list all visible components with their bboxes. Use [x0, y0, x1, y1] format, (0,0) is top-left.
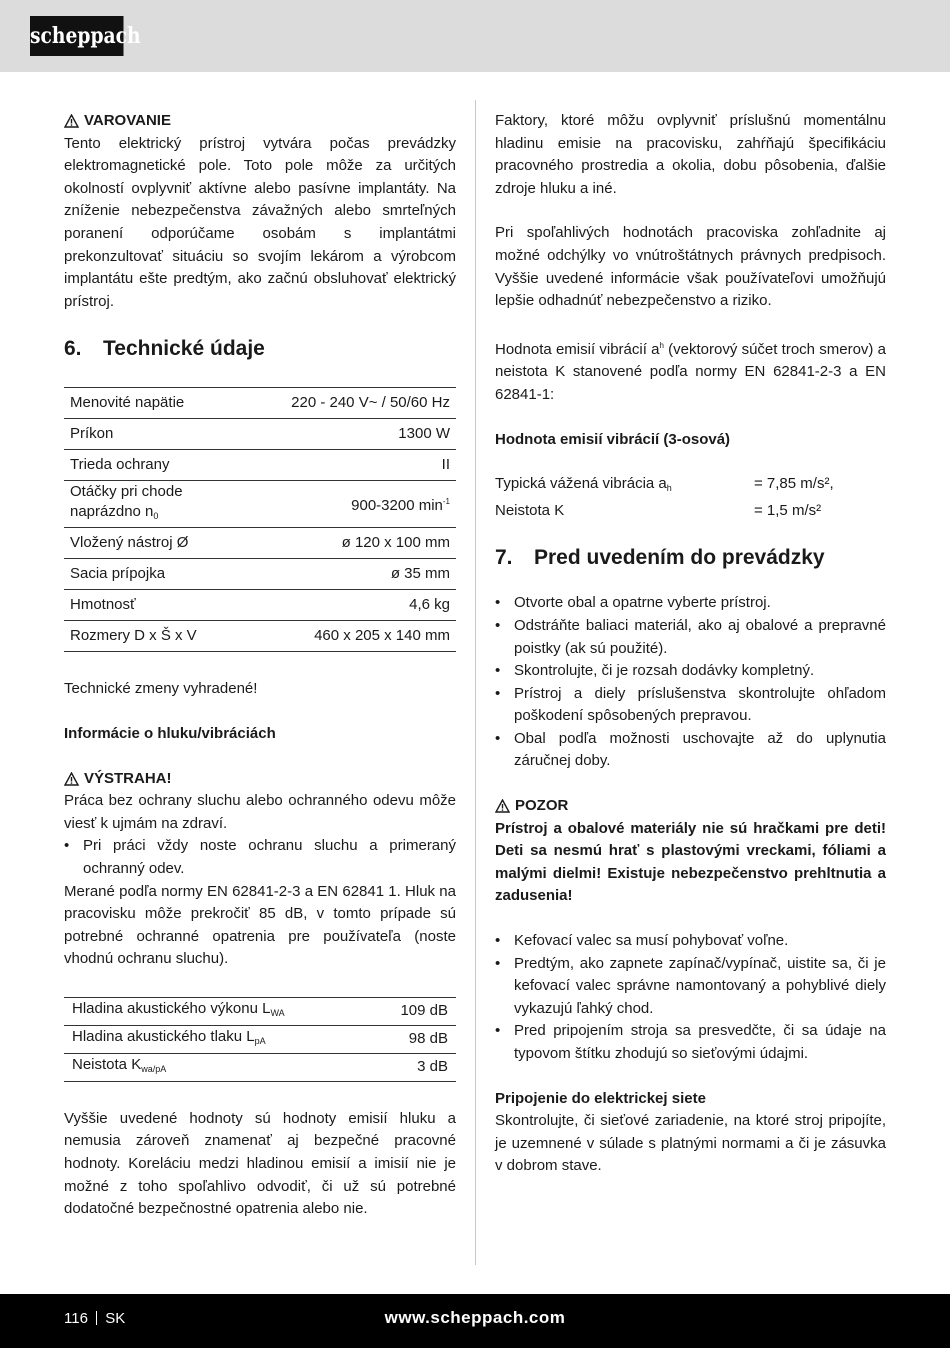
emission-text: Vyššie uvedené hodnoty sú hodnoty emisií hluku a nemusia zároveň znamenať aj bezpečné pracovné hodnoty. Koreláciu medzi hladinou emisií a imisií nie je možné z toho spoľahlivo odvodiť, či už sú potrebné dodatočné bezpečnostné opatrenia alebo nie. — [64, 1109, 456, 1218]
warning-heading — [64, 768, 456, 791]
warning-title: VAROVANIE — [84, 112, 171, 129]
warning-triangle-icon — [64, 114, 79, 128]
language-code: SK — [105, 1310, 126, 1327]
spec-value: 220 - 240 V~ / 50/60 Hz — [285, 388, 456, 419]
list-item: • Skontrolujte, či je rozsah dodávky kompletný. — [495, 660, 886, 683]
preparation-list — [495, 592, 886, 773]
table-row — [64, 1025, 456, 1053]
noise-value: 98 dB — [371, 1025, 456, 1053]
section-title: Pred uvedením do prevádzky — [534, 546, 825, 570]
vibration-label — [495, 473, 754, 500]
spec-value-text: 900-3200 min — [351, 497, 443, 515]
paragraph: Faktory, ktoré môžu ovplyvniť príslušnú momentálnu hladinu emisie na pracovisku, zahŕňajú špecifikáciu pracovného prostredia a okolia, dobu pôsobenia, ďalšie zdroje hluku a iné. — [495, 112, 886, 197]
section-title: Technické údaje — [103, 337, 265, 361]
spec-value-sup: -1 — [442, 497, 450, 507]
noise-info-heading: Informácie o hluku/vibráciách — [64, 724, 276, 742]
list-item: • Pri práci vždy noste ochranu sluchu a primeraný ochranný odev. — [64, 835, 456, 880]
measurement-text: Merané podľa normy EN 62841-2-3 a EN 62841 1. Hluk na pracovisku môže prekročiť 85 dB, v tomto prípade sú potrebné ochranné opatrenia pre používateľa (noste vhodnú ochranu sluchu). — [64, 882, 456, 968]
vibration-row — [495, 473, 886, 500]
vibration-text-a: Hodnota emisií vibrácií a — [495, 340, 660, 358]
warning-text: Práca bez ochrany sluchu alebo ochranného odevu môže viesť k ujmám na zdraví. — [64, 792, 456, 832]
noise-label-text: Hladina akustického tlaku L — [72, 1028, 255, 1046]
list-item: • Otvorte obal a opatrne vyberte prístroj. — [495, 592, 886, 615]
table-row — [64, 481, 456, 528]
page-header — [0, 0, 950, 72]
spec-label: Sacia prípojka — [64, 559, 285, 590]
vibration-paragraph — [495, 335, 886, 407]
mains-text: Skontrolujte, či sieťové zariadenie, na ktoré stroj pripojíte, je uzemnené v súlade s platnými normami a či je zásuvka v dobrom stave. — [495, 1112, 886, 1175]
table-row — [64, 450, 456, 481]
noise-value: 109 dB — [371, 997, 456, 1025]
table-row — [64, 590, 456, 621]
tech-changes-note: Technické zmeny vyhradené! — [64, 680, 258, 698]
spec-label: Rozmery D x Š x V — [64, 621, 285, 652]
warning-triangle-icon — [495, 799, 510, 813]
noise-label-sub: WA — [270, 1008, 285, 1019]
vibration-row — [495, 500, 886, 523]
table-row — [64, 621, 456, 652]
noise-value: 3 dB — [371, 1053, 456, 1081]
warning-title: VÝSTRAHA! — [84, 769, 172, 787]
spec-label-text: Otáčky pri chode naprázdno n — [70, 483, 183, 521]
spec-value: 460 x 205 x 140 mm — [285, 621, 456, 652]
caution-title: POZOR — [515, 797, 569, 815]
right-column — [495, 110, 886, 1178]
noise-label — [64, 1053, 371, 1081]
table-row — [64, 419, 456, 450]
table-row — [64, 1053, 456, 1081]
noise-label-sub: wa/pA — [141, 1064, 167, 1075]
website-url: www.scheppach.com — [384, 1308, 566, 1327]
vibration-sup: h — [659, 340, 664, 350]
vibration-label-sub: h — [666, 483, 672, 494]
noise-label-text: Neistota K — [72, 1056, 142, 1074]
spec-label: Menovité napätie — [64, 388, 285, 419]
column-divider — [475, 100, 476, 1265]
page-number-value: 116 — [64, 1310, 88, 1327]
spec-value: 1300 W — [285, 419, 456, 450]
warning-text: Tento elektrický prístroj vytvára počas prevádzky elektromagnetické pole. Toto pole môže za určitých okolností ovplyvniť aktívne alebo pasívne implantáty. Na zníženie nebezpečenstva závažných alebo smrteľných poranení odporúčame osobám s implantátmi prekonzultovať situáciu so svojím lekárom a výrobcom implantátu ešte predtým, ako začnú obsluhovať elektrický prístroj. — [64, 134, 456, 310]
spec-label: Vložený nástroj Ø — [64, 528, 285, 559]
list-item: • Prístroj a diely príslušenstva skontrolujte ohľadom poškodení spôsobených prepravou. — [495, 683, 886, 728]
spec-label: Príkon — [64, 419, 285, 450]
check-list — [495, 930, 886, 1066]
list-item: • Pred pripojením stroja sa presvedčte, či sa údaje na typovom štítku zhodujú so sieťovými údajmi. — [495, 1020, 886, 1065]
mains-heading: Pripojenie do elektrickej siete — [495, 1089, 706, 1107]
brand-logo: scheppach — [30, 16, 124, 56]
warning-bullets — [64, 835, 456, 880]
spec-value: ø 35 mm — [285, 559, 456, 590]
warning-triangle-icon — [64, 772, 79, 786]
paragraph: Pri spoľahlivých hodnotách pracoviska zohľadnite aj možné odchýlky vo vnútroštátnych právnych predpisoch. Vyššie uvedené informácie však používateľovi umožňujú lepšie odhadnúť nebezpečenstvo a riziko. — [495, 224, 886, 310]
table-row — [64, 997, 456, 1025]
vibration-label: Neistota K — [495, 501, 565, 519]
spec-label: Trieda ochrany — [64, 450, 285, 481]
list-item: • Obal podľa možnosti uschovajte až do uplynutia záručnej doby. — [495, 728, 886, 773]
noise-label — [64, 997, 371, 1025]
spec-value: 4,6 kg — [285, 590, 456, 621]
caution-heading — [495, 795, 886, 818]
table-row — [64, 559, 456, 590]
section-6-heading — [64, 335, 456, 363]
section-number: 7. — [495, 546, 513, 570]
vibration-label-text: Typická vážená vibrácia a — [495, 475, 667, 493]
warning-heading — [64, 110, 456, 133]
vibration-value: = 7,85 m/s², — [754, 475, 834, 493]
spec-value: ø 120 x 100 mm — [285, 528, 456, 559]
vibration-value: = 1,5 m/s² — [754, 501, 822, 519]
list-item: • Predtým, ako zapnete zapínač/vypínač, uistite sa, či je kefovací valec správne namontovaný a pohyblivé diely vykazujú ľahký chod. — [495, 953, 886, 1021]
spec-value — [285, 481, 456, 528]
noise-table — [64, 997, 456, 1082]
section-7-heading — [495, 544, 886, 572]
left-column — [64, 110, 456, 1221]
list-item: • Kefovací valec sa musí pohybovať voľne. — [495, 930, 886, 953]
table-row — [64, 388, 456, 419]
section-number: 6. — [64, 337, 82, 361]
noise-label — [64, 1025, 371, 1053]
caution-text: Prístroj a obalové materiály nie sú hračkami pre deti! Deti sa nesmú hrať s plastovými vreckami, fóliami a malými dielmi! Existuje nebezpečenstvo prehltnutia a zadusenia! — [495, 819, 886, 905]
spec-value: II — [285, 450, 456, 481]
spec-table — [64, 387, 456, 652]
page-footer — [0, 1294, 950, 1348]
list-item: • Odstráňte baliaci materiál, ako aj obalové a prepravné poistky (ak sú použité). — [495, 615, 886, 660]
noise-label-text: Hladina akustického výkonu L — [72, 1000, 271, 1018]
noise-label-sub: pA — [254, 1036, 266, 1047]
vibration-text-b: (vektorový súčet troch smerov) a neistota K stanovené podľa normy EN 62841-2-3 a EN 62841-1: — [495, 340, 886, 403]
spec-label — [64, 481, 285, 528]
table-row — [64, 528, 456, 559]
spec-label-sub: 0 — [153, 511, 159, 522]
spec-label: Hmotnosť — [64, 590, 285, 621]
vibration-heading: Hodnota emisií vibrácií (3-osová) — [495, 430, 731, 448]
